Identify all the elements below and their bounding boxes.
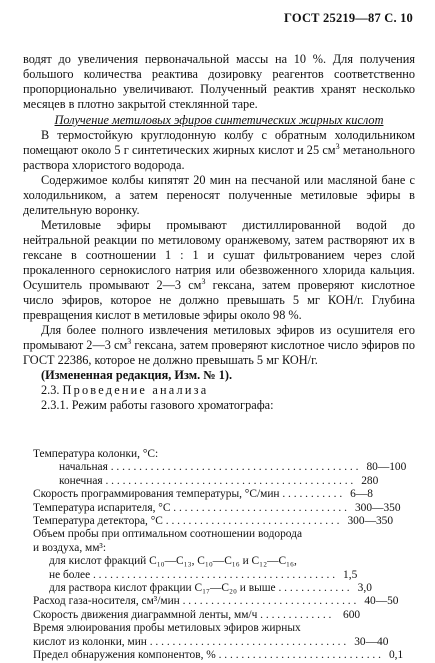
paragraph-extraction-text-a: Для более полного извлечения метиловых эфиров из осушителя его промывают 2—3 см	[23, 323, 415, 352]
table-row	[33, 649, 404, 662]
row-label: и воздуха, мм³:	[33, 541, 107, 554]
row-value: 300—350	[354, 501, 401, 514]
superscript: 3	[201, 276, 206, 286]
amendment-note: (Измененная редакция, Изм. № 1).	[41, 368, 233, 382]
paragraph-boiling: Содержимое колбы кипятят 20 мин на песчаной или масляной бане с холодильником, а затем переносят полученные метиловые эфиры в делительную воронку.	[23, 173, 415, 217]
subheading-methyl-esters: Получение метиловых эфиров синтетических жирных кислот	[54, 113, 384, 127]
superscript: 3	[127, 336, 132, 346]
table-row	[33, 595, 399, 608]
row-value: 6—8	[350, 488, 373, 501]
subsection-heading	[23, 398, 415, 413]
table-row	[33, 515, 394, 528]
page-header: ГОСТ 25219—87 С. 10	[284, 11, 413, 25]
row-value: 3,0	[357, 582, 372, 595]
row-label: начальная . . . . . . . . . . . . . . . . . . . . . . . . . . . . . . . . . . . . . . . . . . . .	[59, 461, 359, 474]
paragraph-flask-text-a: В термостойкую круглодонную колбу с обратным холодильником помещают около 5 г синтетических жирных кислот и 25 см	[23, 128, 415, 157]
row-label: Скорость движения диаграммной ленты, мм/ч . . . . . . . . . . . . .	[33, 608, 332, 621]
table-row	[33, 448, 383, 461]
table-row	[33, 635, 389, 649]
row-label: не более . . . . . . . . . . . . . . . . . . . . . . . . . . . . . . . . . . . . . . . . . . .	[49, 568, 336, 581]
row-label: для кислот фракций C₁₀—C₁₃, C₁₀—C₁₆ и C₁₂—C₁₆,	[49, 555, 297, 568]
paragraph-flask-text-b: метанольного раствора хлористого водорода.	[23, 143, 415, 172]
row-value: 600	[343, 608, 361, 621]
row-label: Температура испарителя, °С . . . . . . . . . . . . . . . . . . . . . . . . . . . . . . .	[33, 501, 347, 514]
paragraph-flask	[23, 128, 415, 173]
row-label: Температура детектора, °С . . . . . . . . . . . . . . . . . . . . . . . . . . . . . . .	[33, 515, 340, 528]
paragraph-washing-text-a: Метиловые эфиры промывают дистиллированной водой до нейтральной реакции по метиловому оранжевому, затем растворяют их в гексане в соотношении 1 : 1 и сушат фильтрованием через слой прокаленного сернокислого натрия или обезвоженного хлорида кальция. Осушитель промывают 2—3 см	[23, 218, 415, 292]
row-value: 80—100	[366, 461, 407, 474]
table-row	[33, 528, 383, 541]
table-row	[33, 609, 383, 622]
row-label: Температура колонки, °С:	[33, 448, 159, 460]
row-value: 0,1	[388, 649, 404, 662]
document-body	[23, 52, 415, 413]
row-label: для раствора кислот фракции C₁₇—C₂₀ и выше . . . . . . . . . . . . .	[49, 582, 350, 595]
row-label: Предел обнаружения компонентов, % . . . . . . . . . . . . . . . . . . . . . . . . . . . . .	[33, 649, 381, 662]
table-row	[33, 475, 383, 488]
row-value: 30—40	[354, 635, 389, 648]
row-label: Расход газа-носителя, см³/мин . . . . . . . . . . . . . . . . . . . . . . . . . . . . . . .	[33, 595, 357, 608]
row-label: кислот из колонки, мин . . . . . . . . . . . . . . . . . . . . . . . . . . . . . . . . . . .	[33, 635, 347, 648]
row-label: Скорость программирования температуры, °С/мин . . . . . . . . . . .	[33, 488, 343, 501]
section-heading	[23, 383, 415, 398]
superscript: 3	[335, 141, 340, 151]
table-row	[33, 622, 383, 635]
table-row	[33, 569, 383, 582]
table-row	[33, 488, 383, 501]
table-row	[33, 582, 383, 595]
section-number: 2.3.	[41, 383, 60, 397]
row-label: конечная . . . . . . . . . . . . . . . . . . . . . . . . . . . . . . . . . . . . . . . . . . . .	[59, 474, 354, 487]
table-row	[33, 555, 383, 568]
row-value: 280	[361, 474, 379, 487]
paragraph-washing-text-b: гексана, затем проверяют кислотное число эфиров, которое не должно превышать 5 мг КОН/г. Глубина превращения кислот в метиловые эфиры около 98 %.	[23, 278, 415, 322]
row-label: Время элюирования пробы метиловых эфиров жирных	[33, 622, 301, 635]
paragraph-extraction	[23, 323, 415, 368]
table-row	[33, 542, 383, 555]
paragraph-extraction-text-b: гексана, затем проверяют кислотное число эфиров по ГОСТ 22386, которое не должно превышать 5 мг КОН/г.	[23, 338, 416, 367]
chromatograph-settings-table	[33, 448, 407, 663]
subsection-title: Режим работы газового хроматографа:	[71, 398, 274, 412]
row-value: 300—350	[347, 515, 394, 528]
row-label: Объем пробы при оптимальном соотношении водорода	[33, 528, 303, 541]
paragraph-washing	[23, 218, 415, 323]
table-row	[33, 501, 401, 515]
subsection-number: 2.3.1.	[41, 398, 69, 412]
section-title: Проведение анализа	[62, 383, 209, 397]
row-value: 40—50	[364, 595, 399, 608]
paragraph-continuation: водят до увеличения первоначальной массы на 10 %. Для получения большого количества реактива дозировку реагентов соответственно пропорционально увеличивают. Полученный реактив хранят несколько месяцев в плотно закрытой стеклянной таре.	[23, 52, 415, 111]
table-row	[33, 461, 407, 474]
row-value: 1,5	[343, 568, 358, 581]
